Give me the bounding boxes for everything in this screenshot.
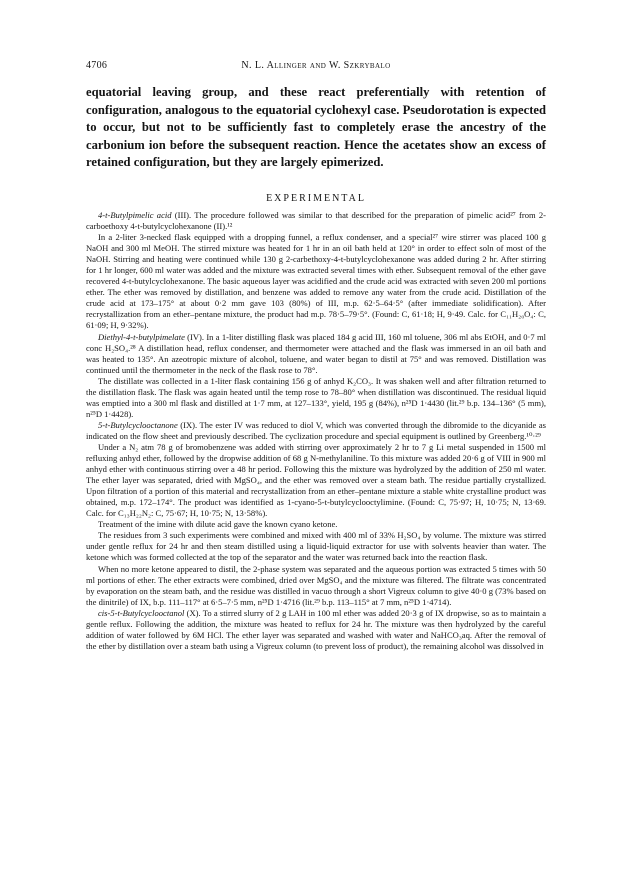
lead-paragraph-block	[86, 84, 546, 172]
compound-title: 4-t-Butylpimelic acid	[98, 210, 172, 220]
page-number: 4706	[86, 60, 108, 71]
paragraph-text: The distillate was collected in a 1-liter flask containing 156 g of anhyd K₂CO₃. It was shaken well and after filtration returned to the distillation flask. The flask was again heated until the temp rose to 78–80° when distillation was discontinued. The residual liquid was emptied into a 300 ml flask and distilled at 1·7 mm, at 127–133°, yield, 195 g (84%), n²⁵D 1·4430 (lit.²⁹ b.p. 134–136° (5 mm), n²⁵D 1·4428).	[86, 375, 546, 419]
body-paragraph	[86, 530, 546, 563]
paragraph-text: (X). To a stirred slurry of 2 g LAH in 100 ml ether was added 20·3 g of IX dropwise, so as to maintain a gentle reflux. Following the addition, the mixture was heated to reflux for 24 hr. The mixture was then hydrolyzed by the careful addition of water followed by 6M HCl. The ether layer was separated and washed with water and NaHCO₃aq. After the removal of the ether by distillation over a steam bath using a Vigreux column (to prevent loss of product), the remaining alcohol was dissolved in	[86, 607, 546, 651]
lead-paragraph: equatorial leaving group, and these react preferentially with retention of configuration, analogous to the equatorial cyclohexyl case. Pseudorotation is expected to occur, but not to be sufficiently fast to completely erase the ancestry of the carbonium ion before the subsequent reaction. Hence the acetates show an excess of retained configuration, but they are largely epimerized.	[86, 85, 546, 170]
body-paragraph	[86, 564, 546, 608]
body-paragraph	[86, 210, 546, 232]
paragraph-text: Under a N₂ atm 78 g of bromobenzene was added with stirring over approximately 2 hr to 7 g Li metal suspended in 1500 ml refluxing anhyd ether, followed by the dropwise addition of 68 g N-methylaniline. To this mixture was added 20·6 g of VIII in 900 ml anhyd ether with continuous stirring over a 48 hr period. Following this the mixture was hydrolyzed by the addition of 250 ml water. The ether layer was separated, dried with MgSO₄, and the ether was removed over a steam bath. The residue partially crystallized. Upon filtration of a portion of this material and recrystallization from an ether–pentane mixture a stable white crystalline product was obtained, m.p. 172–174°. The product was identified as 1-cyano-5-t-butylcyclooctylimine. (Found: C, 75·97; H, 10·75; N, 13·69. Calc. for C₁₃H₂₂N₂: C, 75·67; H, 10·75; N, 13·58%).	[86, 441, 546, 519]
paragraph-text: (IX). The ester IV was reduced to diol V, which was converted through the dibromide to the dicyanide as indicated on the flow sheet and previously described. The cyclization procedure and special equipment is outlined by Greenberg.¹⁰·²⁹	[86, 419, 546, 441]
experimental-body	[86, 210, 546, 652]
paragraph-text: When no more ketone appeared to distil, the 2-phase system was separated and the aqueous portion was extracted 5 times with 50 ml portions of ether. The ether extracts were combined, dried over MgSO₄ and the mixture was filtered. The filtrate was concentrated by evaporation on the steam bath, and the residue was distilled in vacuo through a short Vigreux column to give 40·0 g (73% based on the dinitrile) of IX, b.p. 111–117° at 6·5–7·5 mm, n²⁵D 1·4716 (lit.²⁹ b.p. 113–115° at 7 mm, n²⁵D 1·4714).	[86, 563, 546, 607]
body-paragraph	[86, 420, 546, 442]
body-paragraph	[86, 442, 546, 519]
running-header	[86, 60, 546, 74]
body-paragraph	[86, 519, 546, 530]
section-heading: EXPERIMENTAL	[266, 193, 366, 204]
body-paragraph	[86, 232, 546, 331]
paragraph-text: In a 2-liter 3-necked flask equipped with a dropping funnel, a reflux condenser, and a special²⁷ wire stirrer was placed 100 g NaOH and 300 ml MeOH. The stirred mixture was heated for 1 hr in an oil bath held at 120° in order to effect soln of most of the NaOH. Stirring and heating were continued while 130 g 2-carbethoxy-4-t-butylcyclohexanone was added during 2 hr. After stirring for 1 hr longer, 600 ml water was added and the mixture was extracted several times with ether. Subsequent removal of the ether gave recovered 4-t-butylcyclohexanone. The basic aqueous layer was acidified and the crude acid was extracted with seven 200 ml portions ether. The ether was removed by distillation, and benzene was added to remove any water from the crude acid. Distillation of the crude acid at 173–175° at about 0·2 mm gave 103 (80%) of III, m.p. 62·5–64·5° (after immediate solidification). After recrystallization from an ether–pentane mixture, the product had m.p. 78·5–79·5°. (Found: C, 61·18; H, 9·49. Calc. for C₁₁H₂₀O₄: C, 61·09; H, 9·32%).	[86, 232, 546, 331]
compound-title: Diethyl-4-t-butylpimelate	[98, 331, 185, 342]
paragraph-text: The residues from 3 such experiments were combined and mixed with 400 ml of 33% H₂SO₄ by volume. The mixture was stirred under gentle reflux for 24 hr and then steam distilled using a liquid-liquid extractor for use with solvents heavier than water. The ketone which was formed collected at the top of the separator and the water was returned back into the reaction flask.	[86, 530, 546, 563]
body-paragraph	[86, 332, 546, 376]
running-header-authors: N. L. Allinger and W. Szkrybalo	[241, 60, 391, 71]
paragraph-text: (IV). In a 1-liter distilling flask was placed 184 g acid III, 160 ml toluene, 306 ml abs EtOH, and 0·7 ml conc H₂SO₄.²⁸ A distillation head, reflux condenser, and thermometer were attached and the flask was immersed in an oil bath and was heated to 135°. An azeotropic mixture of alcohol, toluene, and water began to distil at 75° and was removed. Distillation was continued until the thermometer in the neck of the flask rose to 78°.	[86, 331, 546, 375]
compound-title: cis-5-t-Butylcyclooctanol	[98, 607, 185, 618]
paragraph-text: Treatment of the imine with dilute acid gave the known cyano ketone.	[98, 519, 338, 530]
body-paragraph	[86, 608, 546, 652]
paragraph-text: (III). The procedure followed was similar to that described for the preparation of pimelic acid²⁷ from 2-carboethoxy 4-t-butylcyclohexanone (II).¹²	[86, 210, 547, 232]
compound-title: 5-t-Butylcyclooctanone	[98, 419, 178, 430]
body-paragraph	[86, 376, 546, 420]
